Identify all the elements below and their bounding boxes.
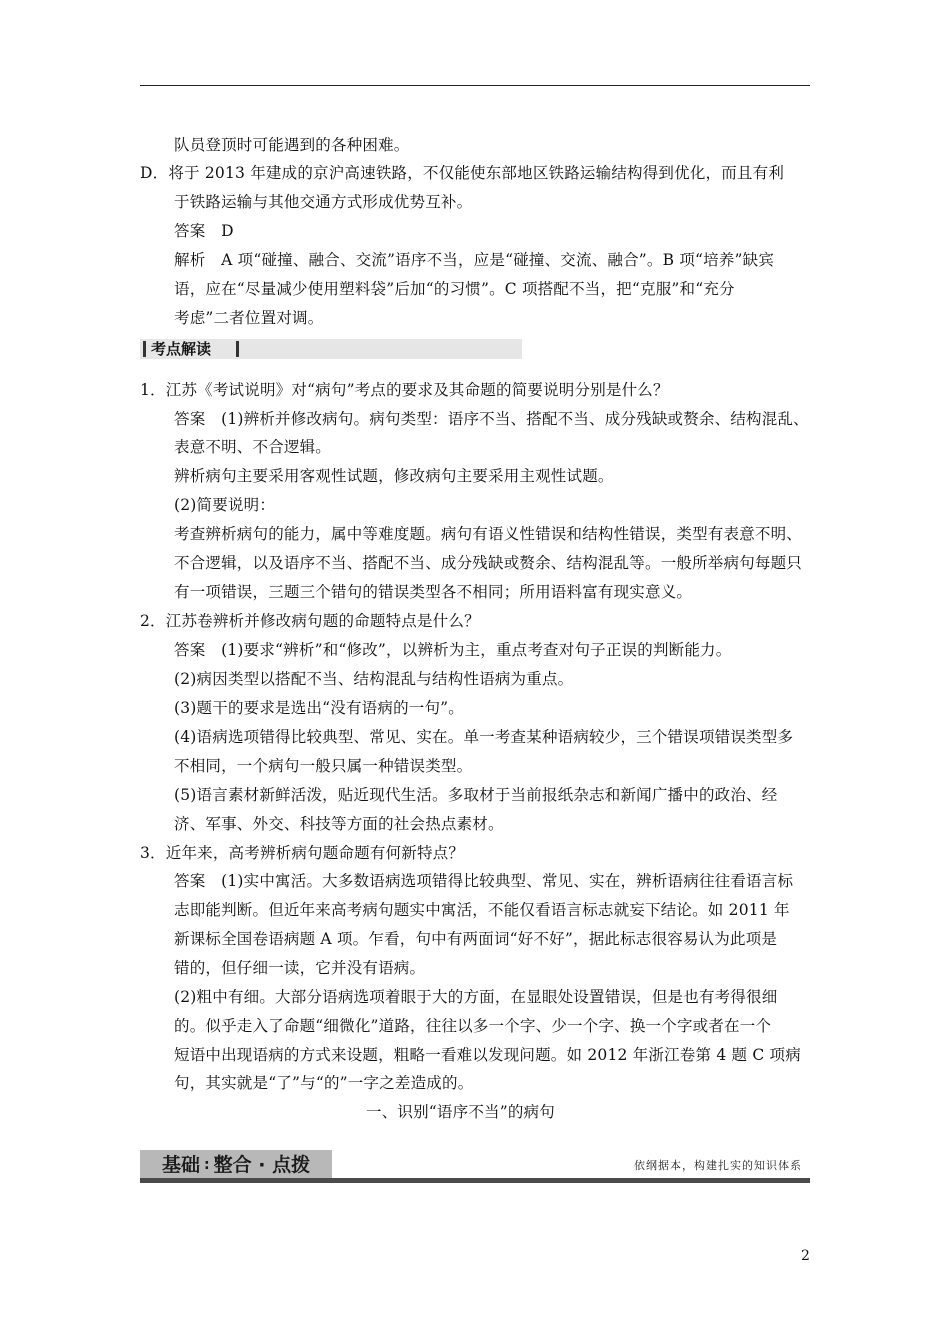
text-line: (2)粗中有细。大部分语病选项着眼于大的方面，在显眼处设置错误，但是也有考得很细 <box>174 988 778 1006</box>
text-line: (2)病因类型以搭配不当、结构混乱与结构性语病为重点。 <box>174 670 574 688</box>
question-1: 1．江苏《考试说明》对“病句”考点的要求及其命题的简要说明分别是什么？ <box>140 381 669 399</box>
analysis-line: 解析 A 项“碰撞、融合、交流”语序不当，应是“碰撞、交流、融合”。B 项“培养”缺宾 <box>174 251 775 269</box>
text-line: 句，其实就是“了”与“的”一字之差造成的。 <box>174 1074 474 1092</box>
answer-line: 答案 D <box>174 222 234 240</box>
question-2: 2．江苏卷辨析并修改病句题的命题特点是什么？ <box>140 612 480 630</box>
chapter-banner <box>140 1150 810 1184</box>
text-line: (5)语言素材新鲜活泼，贴近现代生活。多取材于当前报纸杂志和新闻广播中的政治、经 <box>174 786 778 804</box>
text-line: 济、军事、外交、科技等方面的社会热点素材。 <box>174 815 504 833</box>
banner-label <box>162 1152 310 1178</box>
text-line: 队员登顶时可能遇到的各种困难。 <box>174 136 410 154</box>
text-line: (3)题干的要求是选出“没有语病的一句”。 <box>174 699 465 717</box>
banner-right: 整合 · 点拨 <box>213 1154 311 1176</box>
text-line: 考查辨析病句的能力，属中等难度题。病句有语义性错误和结构性错误，类型有表意不明、 <box>174 525 803 543</box>
page-number: 2 <box>801 1248 810 1264</box>
section-header <box>140 339 522 359</box>
option-d: D．将于 2013 年建成的京沪高速铁路，不仅能使东部地区铁路运输结构得到优化，而且有利 <box>140 164 785 182</box>
header-rule <box>140 85 810 86</box>
text-line: 不合逻辑，以及语序不当、搭配不当、成分残缺或赘余、结构混乱等。一般所举病句每题只 <box>174 554 803 572</box>
banner-underline <box>140 1178 810 1183</box>
section-marker-left <box>143 341 146 357</box>
answer-line: 答案 (1)要求“辨析”和“修改”，以辨析为主，重点考查对句子正误的判断能力。 <box>174 641 732 659</box>
text-line: 语，应在“尽量减少使用塑料袋”后加“的习惯”。C 项搭配不当，把“克服”和“充分 <box>174 280 735 298</box>
text-line: 的。似乎走入了命题“细微化”道路，往往以多一个字、少一个字、换一个字或者在一个 <box>174 1017 772 1035</box>
section-marker-right <box>236 341 239 357</box>
section-title: 考点解读 <box>151 340 212 358</box>
text-line: 短语中出现语病的方式来设题，粗略一看难以发现问题。如 2012 年浙江卷第 4 题 C 项病 <box>174 1046 801 1064</box>
banner-colon: : <box>204 1157 210 1173</box>
text-line: 表意不明、不合逻辑。 <box>174 438 332 456</box>
text-line: (4)语病选项错得比较典型、常见、实在。单一考查某种语病较少，三个错误项错误类型多 <box>174 728 794 746</box>
banner-left: 基础 <box>162 1154 201 1176</box>
text-line: 新课标全国卷语病题 A 项。乍看，句中有两面词“好不好”，据此标志很容易认为此项是 <box>174 930 778 948</box>
text-line: 不相同，一个病句一般只属一种错误类型。 <box>174 757 473 775</box>
subheading: 一、识别“语序不当”的病句 <box>366 1103 555 1121</box>
text-line: 错的，但仔细一读，它并没有语病。 <box>174 959 426 977</box>
text-line: 志即能判断。但近年来高考病句题实中寓活，不能仅看语言标志就妄下结论。如 2011 年 <box>174 901 790 919</box>
answer-line: 答案 (1)辨析并修改病句。病句类型：语序不当、搭配不当、成分残缺或赘余、结构混乱、 <box>174 410 809 428</box>
question-3: 3．近年来，高考辨析病句题命题有何新特点？ <box>140 844 465 862</box>
banner-slogan: 依纲据本，构建扎实的知识体系 <box>634 1159 802 1172</box>
answer-line: 答案 (1)实中寓活。大多数语病选项错得比较典型、常见、实在，辨析语病往往看语言标 <box>174 872 794 890</box>
text-line: 考虑”二者位置对调。 <box>174 309 324 327</box>
text-line: 辨析病句主要采用客观性试题，修改病句主要采用主观性试题。 <box>174 467 614 485</box>
text-line: (2)简要说明： <box>174 496 276 514</box>
text-line: 有一项错误，三题三个错句的错误类型各不相同；所用语料富有现实意义。 <box>174 583 693 601</box>
text-line: 于铁路运输与其他交通方式形成优势互补。 <box>174 193 473 211</box>
